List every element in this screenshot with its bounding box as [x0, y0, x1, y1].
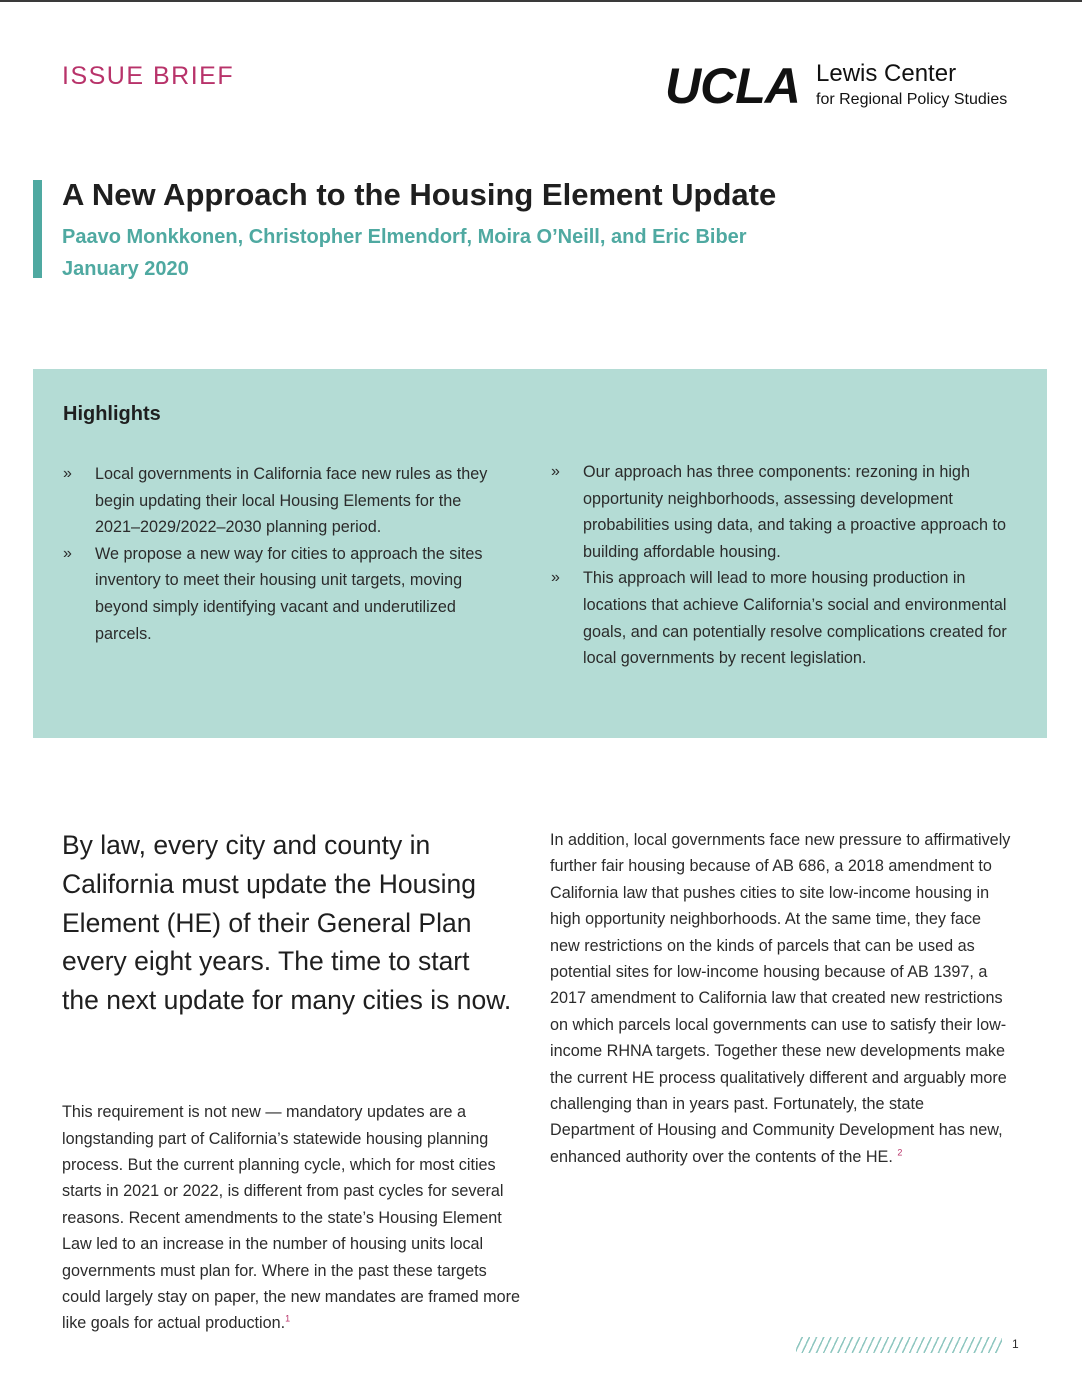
issue-brief-label: ISSUE BRIEF — [62, 62, 235, 90]
footnote-marker[interactable]: 2 — [897, 1147, 903, 1158]
top-rule — [0, 0, 1082, 2]
highlights-heading: Highlights — [63, 403, 161, 425]
body-text: This requirement is not new — mandatory updates are a longstanding part of California’s statewide housing planning process. But the current planning cycle, which for most cities starts in 2021 or 2022, is different from past cycles for several reasons. Recent amendments to the state’s Housing Element Law led to an increase in the number of housing units local governments must plan for. Where in the past these targets could largely stay on paper, the new mandates are framed more like goals for actual production. — [62, 1103, 520, 1333]
highlight-text: We propose a new way for cities to approach the sites inventory to meet their housing unit targets, moving beyond simply identifying vacant and underutilized parcels. — [95, 544, 483, 643]
highlight-text: This approach will lead to more housing production in locations that achieve California’s social and environmental goals, and can potentially resolve complications created for local governments by recent legislation. — [583, 569, 1007, 668]
ucla-lewis-center-logo — [665, 58, 1025, 118]
highlight-item — [63, 461, 503, 541]
highlight-item — [63, 541, 503, 647]
bullet-icon: » — [551, 569, 560, 587]
title-accent-bar — [33, 180, 42, 278]
highlights-right-column — [551, 459, 1021, 672]
authors-line: Paavo Monkkonen, Christopher Elmendorf, Moira O’Neill, and Eric Biber — [62, 226, 747, 248]
highlights-left-column — [63, 461, 503, 647]
bullet-icon: » — [63, 544, 72, 562]
highlight-item — [551, 565, 1021, 671]
bullet-icon: » — [63, 465, 72, 482]
logo-center-name: Lewis Center — [816, 60, 957, 87]
lead-paragraph: By law, every city and county in California must update the Housing Element (HE) of their General Plan every eight years. The time to start the next update for many cities is now. — [62, 830, 512, 1016]
publication-date: January 2020 — [62, 258, 189, 280]
logo-center-subtitle: for Regional Policy Studies — [816, 91, 1008, 108]
highlight-item — [551, 459, 1021, 565]
body-paragraph-right — [550, 827, 1012, 1170]
bullet-icon: » — [551, 463, 560, 480]
highlight-text: Our approach has three components: rezoning in high opportunity neighborhoods, assessing development probabilities using data, and taking a proactive approach to building affordable housing. — [583, 463, 1006, 561]
highlights-box — [33, 369, 1047, 738]
body-text: In addition, local governments face new pressure to affirmatively further fair housing because of AB 686, a 2018 amendment to California law that pushes cities to site low-income housing in high opportunity neighborhoods. At the same time, they face new restrictions on the kinds of parcels that can be used as potential sites for low-income housing because of AB 1397, a 2017 amendment to California law that created new restrictions on which parcels local governments can use to satisfy their low-income RHNA targets. Together these new developments make the current HE process qualitatively different and arguably more challenging than in years past. Fortunately, the state Department of Housing and Community Development has new, enhanced authority over the contents of the HE. — [550, 831, 1011, 1166]
body-paragraph-left — [62, 1099, 522, 1337]
highlight-text: Local governments in California face new rules as they begin updating their local Housing Elements for the 2021–2029/2022–2030 planning period. — [95, 465, 488, 537]
logo-wordmark: UCLA — [665, 58, 800, 114]
page-hatch-decoration — [796, 1337, 1002, 1353]
footnote-marker[interactable]: 1 — [285, 1314, 291, 1325]
page-number: 1 — [1012, 1337, 1019, 1351]
document-title: A New Approach to the Housing Element Update — [62, 177, 777, 212]
